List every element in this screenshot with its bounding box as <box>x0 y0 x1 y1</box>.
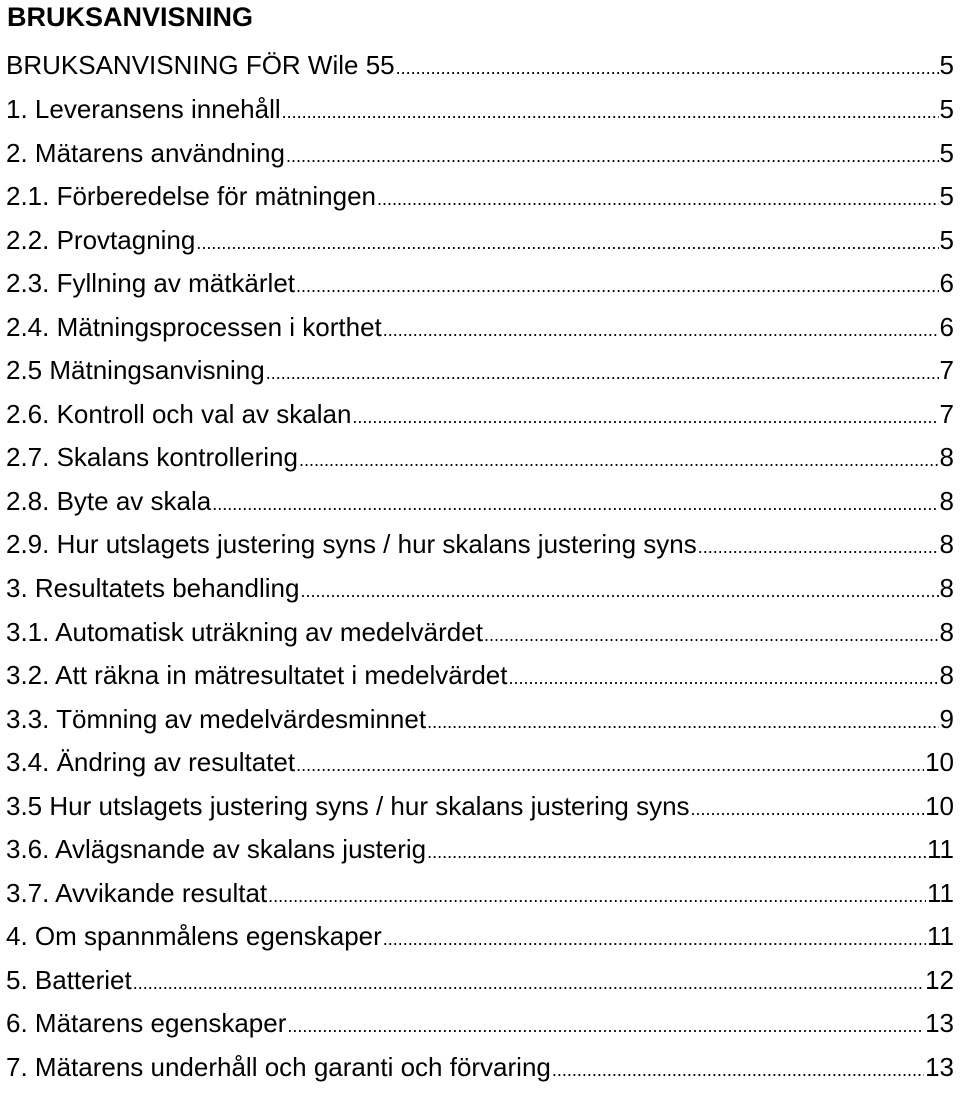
dot-leader <box>383 309 939 350</box>
toc-entry <box>6 741 954 785</box>
dot-leader <box>383 918 926 959</box>
toc-entry <box>6 567 954 611</box>
dot-leader <box>266 352 939 393</box>
toc-entry <box>6 44 954 88</box>
toc-entry-label: BRUKSANVISNING FÖR Wile 55 <box>6 50 395 80</box>
dot-leader <box>552 1049 924 1090</box>
dot-leader <box>296 265 939 306</box>
toc-entry-page: 11 <box>927 834 954 865</box>
toc-entry <box>6 306 954 350</box>
toc-entry-label: 3.6. Avlägsnande av skalans justerig <box>6 834 427 865</box>
toc-entry <box>6 915 954 959</box>
toc-entry-page: 12 <box>925 964 954 995</box>
toc-entry <box>6 611 954 655</box>
toc-entry <box>6 785 954 829</box>
toc-entry-page: 10 <box>925 790 954 821</box>
toc-entry-page: 7 <box>939 355 954 386</box>
table-of-contents <box>6 44 954 1090</box>
dot-leader <box>396 47 939 88</box>
toc-entry <box>6 959 954 1003</box>
toc-entry-label: 2.6. Kontroll och val av skalan <box>6 398 352 429</box>
toc-entry-page: 8 <box>939 442 954 473</box>
toc-entry-label: 3.7. Avvikande resultat <box>6 877 268 908</box>
toc-entry-page: 8 <box>939 660 954 691</box>
dot-leader <box>377 178 939 219</box>
toc-entry-label: 3.1. Automatisk uträkning av medelvärdet <box>6 616 483 647</box>
toc-entry <box>6 654 954 698</box>
toc-entry-page: 5 <box>939 137 954 168</box>
dot-leader <box>352 396 938 437</box>
toc-entry <box>6 523 954 567</box>
toc-entry-page: 8 <box>939 485 954 516</box>
toc-entry-label: 3.2. Att räkna in mätresultatet i medelvärdet <box>6 660 508 691</box>
toc-entry <box>6 1046 954 1090</box>
dot-leader <box>286 135 939 176</box>
toc-entry-label: 5. Batteriet <box>6 964 132 995</box>
dot-leader <box>133 962 924 1003</box>
toc-entry <box>6 436 954 480</box>
toc-entry-page: 10 <box>925 747 954 778</box>
document-title: BRUKSANVISNING <box>7 2 254 32</box>
toc-entry-label: 6. Mätarens egenskaper <box>6 1008 287 1039</box>
dot-leader <box>484 614 939 655</box>
toc-entry <box>6 175 954 219</box>
toc-entry-label: 3.4. Ändring av resultatet <box>6 747 296 778</box>
toc-entry-label: 2.3. Fyllning av mätkärlet <box>6 268 296 299</box>
toc-entry-page: 6 <box>939 311 954 342</box>
dot-leader <box>427 831 926 872</box>
dot-leader <box>698 526 939 567</box>
toc-entry-page: 13 <box>925 1008 954 1039</box>
toc-entry <box>6 698 954 742</box>
toc-entry <box>6 132 954 176</box>
toc-entry-page: 6 <box>939 268 954 299</box>
toc-entry <box>6 219 954 263</box>
toc-entry-page: 11 <box>927 921 954 952</box>
toc-entry <box>6 262 954 306</box>
toc-entry <box>6 393 954 437</box>
dot-leader <box>300 570 938 611</box>
toc-entry-page: 5 <box>939 224 954 255</box>
toc-entry <box>6 872 954 916</box>
toc-entry-label: 3.3. Tömning av medelvärdesminnet <box>6 703 427 734</box>
dot-leader <box>299 439 939 480</box>
dot-leader <box>287 1005 924 1046</box>
toc-entry-page: 5 <box>939 94 954 124</box>
dot-leader <box>282 91 939 132</box>
toc-entry-page: 8 <box>939 529 954 560</box>
toc-entry-label: 3. Resultatets behandling <box>6 573 300 604</box>
toc-entry <box>6 828 954 872</box>
toc-entry-page: 8 <box>939 616 954 647</box>
toc-entry-label: 3.5 Hur utslagets justering syns / hur skalans justering syns <box>6 790 690 821</box>
toc-entry <box>6 88 954 132</box>
toc-entry-page: 8 <box>939 573 954 604</box>
dot-leader <box>296 744 924 785</box>
toc-entry-label: 2.9. Hur utslagets justering syns / hur skalans justering syns <box>6 529 697 560</box>
toc-entry <box>6 480 954 524</box>
toc-entry-label: 2.1. Förberedelse för mätningen <box>6 181 376 212</box>
toc-entry-label: 2.8. Byte av skala <box>6 485 212 516</box>
dot-leader <box>427 701 938 742</box>
toc-entry-label: 2.2. Provtagning <box>6 224 196 255</box>
dot-leader <box>196 222 938 263</box>
toc-entry-label: 2.7. Skalans kontrollering <box>6 442 298 473</box>
toc-entry-label: 1. Leveransens innehåll <box>6 94 281 124</box>
toc-entry-page: 5 <box>939 50 954 80</box>
dot-leader <box>508 657 938 698</box>
toc-entry-page: 9 <box>939 703 954 734</box>
toc-entry <box>6 349 954 393</box>
toc-entry-label: 7. Mätarens underhåll och garanti och förvaring <box>6 1052 551 1083</box>
toc-entry-page: 11 <box>927 877 954 908</box>
toc-entry-page: 5 <box>939 181 954 212</box>
dot-leader <box>268 875 926 916</box>
toc-entry-label: 2. Mätarens användning <box>6 137 285 168</box>
toc-entry-label: 2.5 Mätningsanvisning <box>6 355 265 386</box>
dot-leader <box>691 788 925 829</box>
toc-entry-page: 13 <box>925 1052 954 1083</box>
toc-entry-label: 2.4. Mätningsprocessen i korthet <box>6 311 382 342</box>
toc-entry <box>6 1002 954 1046</box>
toc-entry-page: 7 <box>939 398 954 429</box>
dot-leader <box>212 483 938 524</box>
toc-entry-label: 4. Om spannmålens egenskaper <box>6 921 382 952</box>
